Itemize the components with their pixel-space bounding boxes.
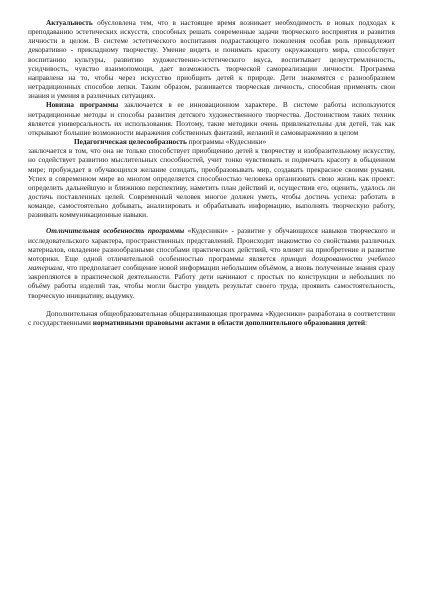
pedagogical-section (28, 137, 395, 219)
distinctive-paragraph (28, 226, 395, 299)
relevance-paragraph (28, 18, 395, 100)
regulatory-paragraph (28, 309, 395, 327)
document-page (28, 18, 395, 327)
pedagogical-heading-tail: программы «Кудесники» (186, 137, 267, 147)
pedagogical-text: заключается в том, что она не только способствует приобщению детей к творчеству и изобразительному искусству, но содействует развитию мыслительных способностей, учит тонко чувствовать и подмечать красоту в обыденном мире; пробуждает в обучающихся желание созидать, преобразовывать мир, создавать прекрасное своими руками. Успех в современном мире во многом определяется способностью человека организовать свою жизнь как проект: определить дальнейшую и ближнюю перспективу, наметить план действий и, осуществив его, оценить, удалось ли достичь поставленных целей. Современный человек многое должен уметь, чтобы достичь успеха: работать в команде, самостоятельно добывать, анализировать и обрабатывать информацию, выполнять творческую работу, развивать коммуникационные навыки. (28, 146, 395, 220)
novelty-heading: Новизна программы (46, 100, 119, 110)
relevance-heading: Актуальность (46, 18, 93, 27)
regulatory-tail: : (365, 317, 368, 327)
regulatory-text: Дополнительная общеобразовательная общеразвивающая программа «Кудесники» разработана в соответствии с государственными (28, 308, 395, 327)
novelty-text: заключается в ее инновационном характере. В системе работы используются нетрадиционные методы и способы развития детского художественного творчества. Достоинством таких техник является универсальность их использования. Поэтому, такие методики очень привлекательны для детей, так как открывают большие возможности выражения собственных фантазий, желаний и самовыражению в целом (28, 100, 396, 137)
regulatory-bold: нормативными правовыми актами в области дополнительного образования детей (92, 317, 366, 327)
relevance-text: обусловлена тем, что в настоящее время возникает необходимость в новых подходах к преподаванию эстетических искусств, способных решать современные задачи творческого восприятия и развития личности в целом. В системе эстетического воспитания подрастающего поколения особая роль принадлежит декоративно - прикладному творчеству. Умение видеть и понимать красоту окружающего мира, способствует воспитанию культуры, развитию художественно-эстетического вкуса, воспитывает целеустремленность, усидчивость, чувство взаимопомощи, дает возможность творческой самореализации личности. Программа направлена на то, чтобы через искусство приобщить детей к природе. Дети знакомятся с разнообразием нетрадиционных способов лепки. Таким образом, развивается творческая личность, способная применять свои знания и умения в различных ситуациях. (28, 18, 395, 101)
distinctive-text-a: «Кудесники» - развитие у обучающихся навыков творческого и исследовательского характера, пространственных представлений. Происходит знакомство со свойствами различных материалов, овладение разнообразными способами практических действий, что влияет на приобретение и развитие моторики. Еще одной отличительной особенностью программы является (28, 226, 395, 263)
pedagogical-heading-line (28, 137, 395, 146)
pedagogical-heading: Педагогическая целесообразность (74, 137, 187, 147)
novelty-paragraph (28, 100, 395, 137)
distinctive-italic: принцип дозированности учебного материала, (28, 253, 395, 273)
distinctive-text-b: что предполагает сообщение новой информации небольшим объёмом, а вновь полученные знания сразу закрепляются в практической деятельности. Работу дети начинают с простых по конструкции и небольших по объёму работы изделий так, чтобы могли быстро увидеть результат своего труда, проявить самостоятельность, творческую инициативу, выдумку. (28, 263, 395, 300)
distinctive-heading: Отличительная особенность программы (46, 226, 185, 236)
